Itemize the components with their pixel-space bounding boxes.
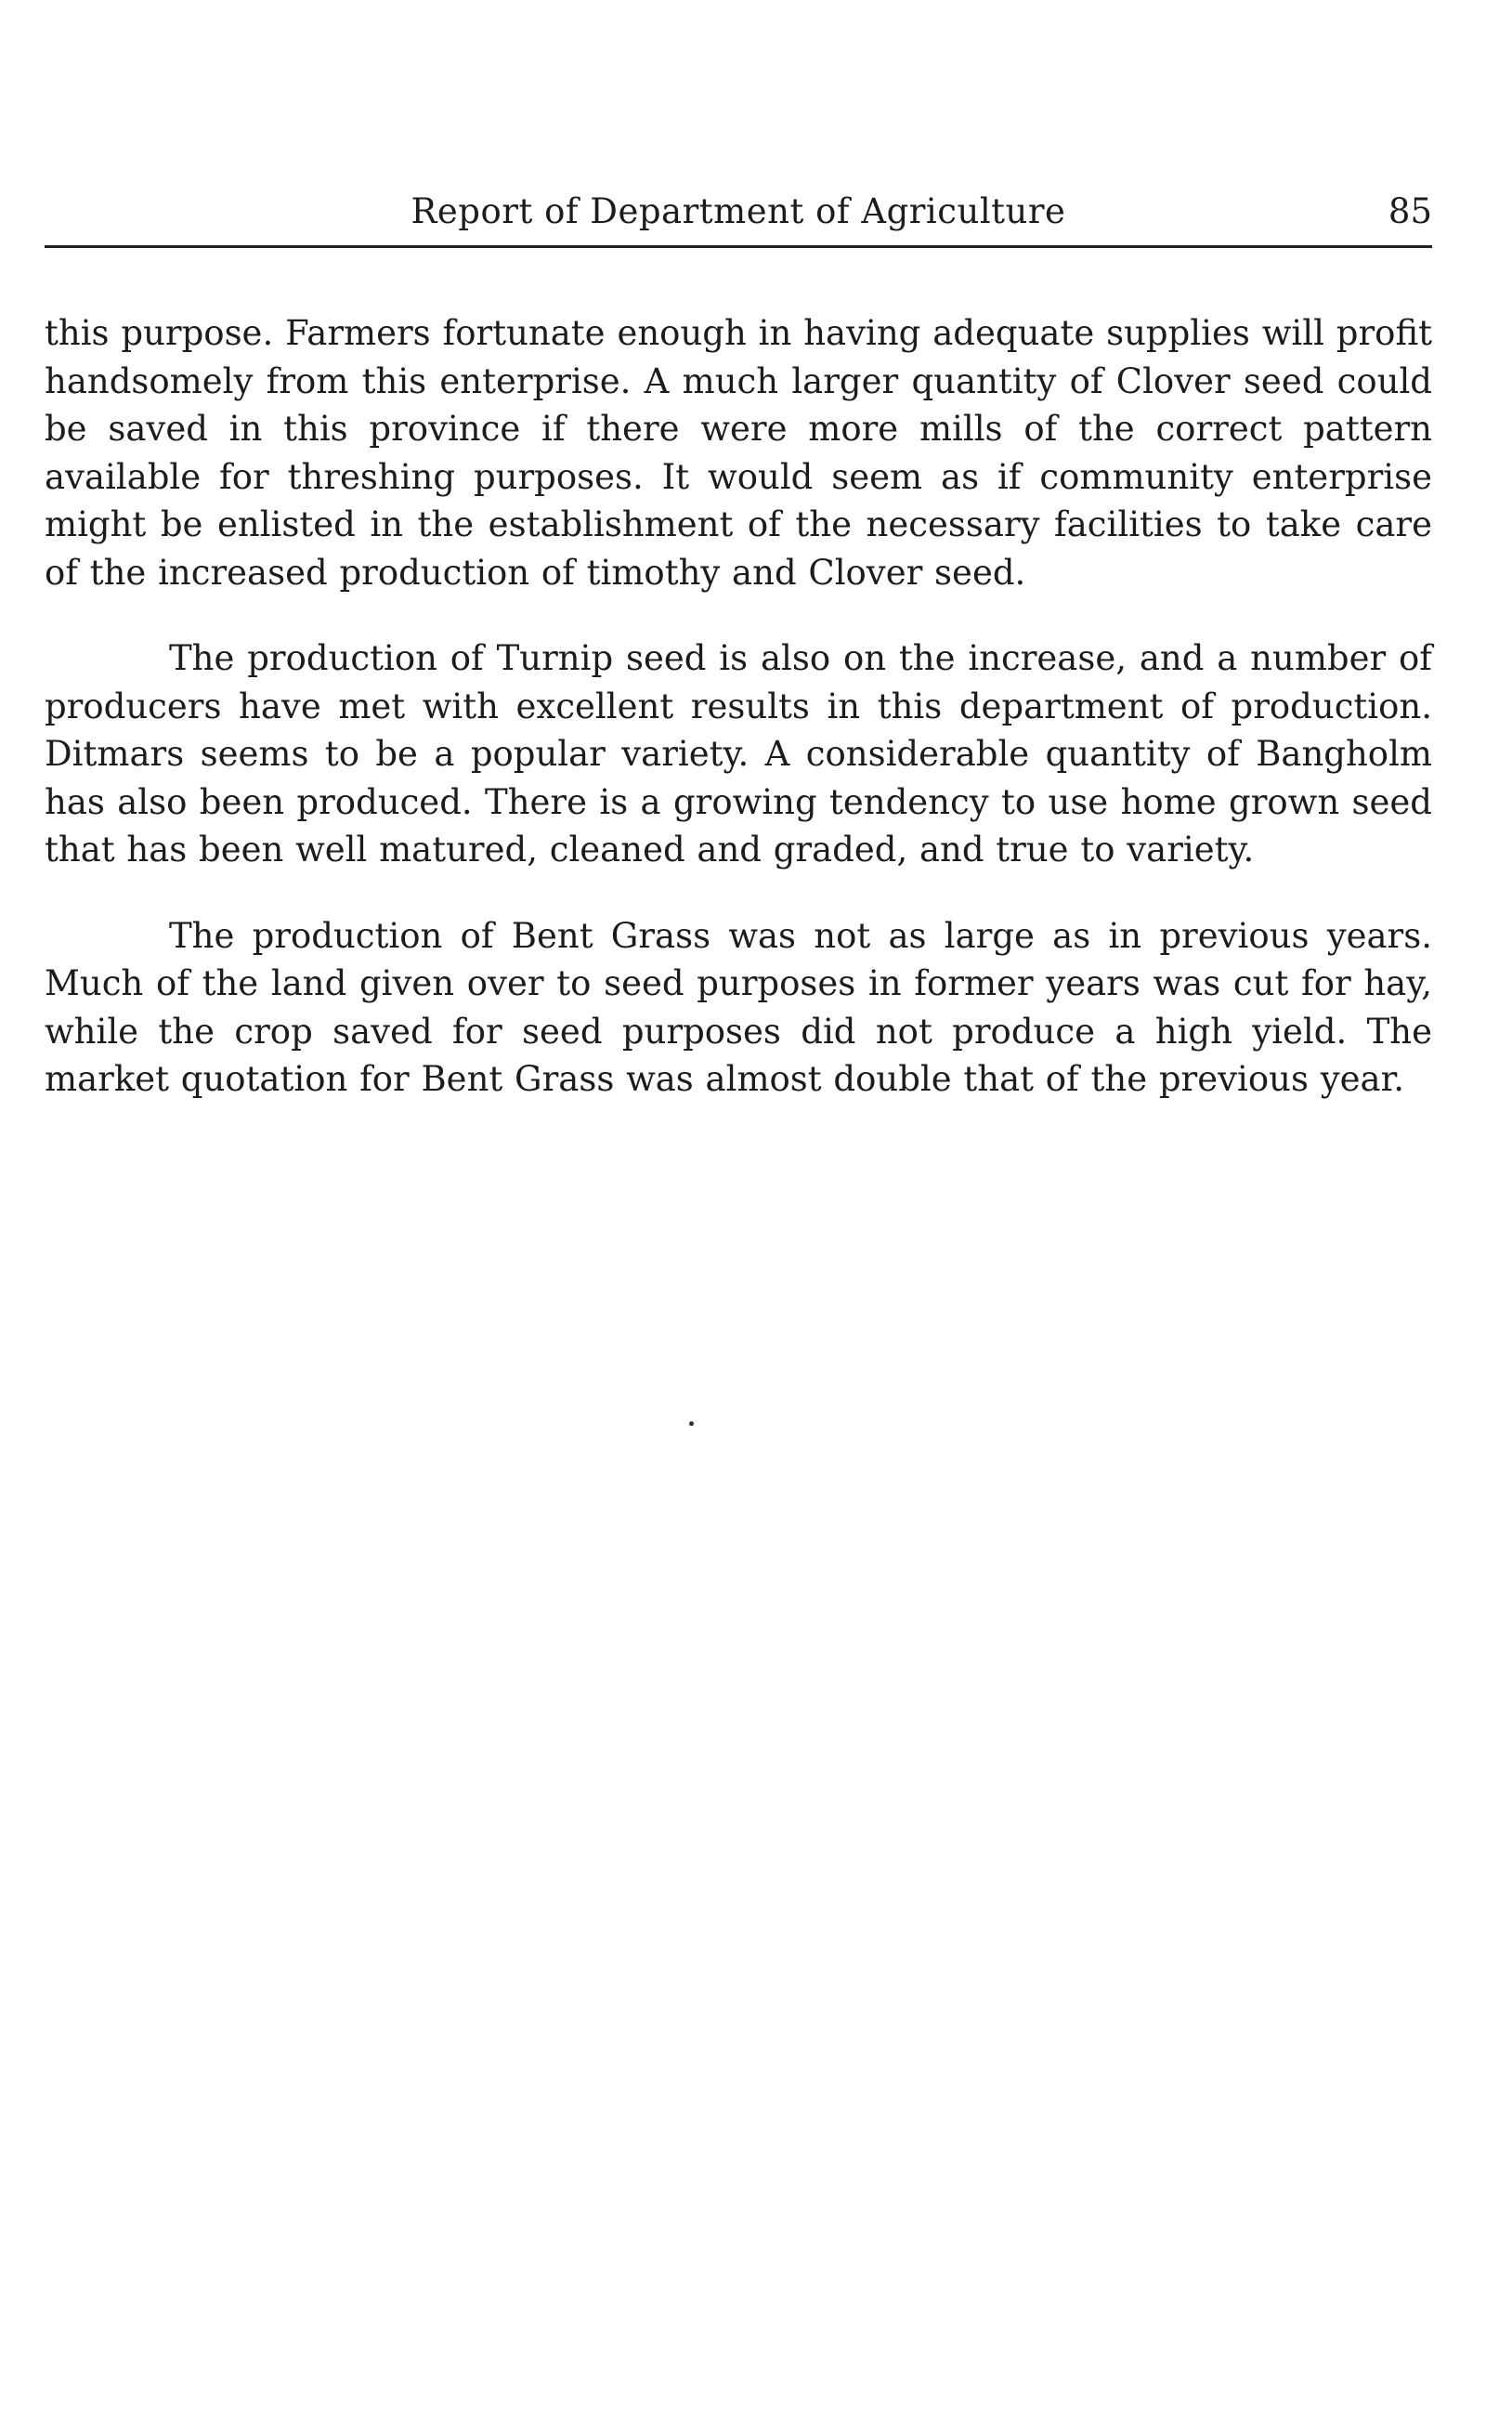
paragraph-clover-seed: this purpose. Farmers fortunate enough in having adequate supplies will profit handsomely from this enterprise. A much larger quantity of Clover seed could be saved in this province if there were more mills of the correct pattern available for threshing purposes. It would seem as if community enterprise might be enlisted in the establishment of the necessary facilities to take care of the increased production of timothy and Clover seed. xyxy=(45,313,1432,593)
body-text xyxy=(45,309,1432,1104)
running-title: Report of Department of Agriculture xyxy=(411,191,1066,231)
paragraph-bent-grass: The production of Bent Grass was not as large as in previous years. Much of the land given over to seed purposes in former years was cut for hay, while the crop saved for seed purposes did not produce a high yield. The market quotation for Bent Grass was almost double that of the previous year. xyxy=(45,915,1432,1099)
page-number: 85 xyxy=(1388,191,1432,231)
running-header xyxy=(45,186,1432,248)
print-speck xyxy=(689,1421,694,1426)
paragraph-turnip-seed: The production of Turnip seed is also on the increase, and a number of producers have met with excellent results in this department of production. Ditmars seems to be a popular variety. A considerable quantity of Bangholm has also been produced. There is a growing tendency to use home grown seed that has been well matured, cleaned and graded, and true to variety. xyxy=(45,638,1432,870)
